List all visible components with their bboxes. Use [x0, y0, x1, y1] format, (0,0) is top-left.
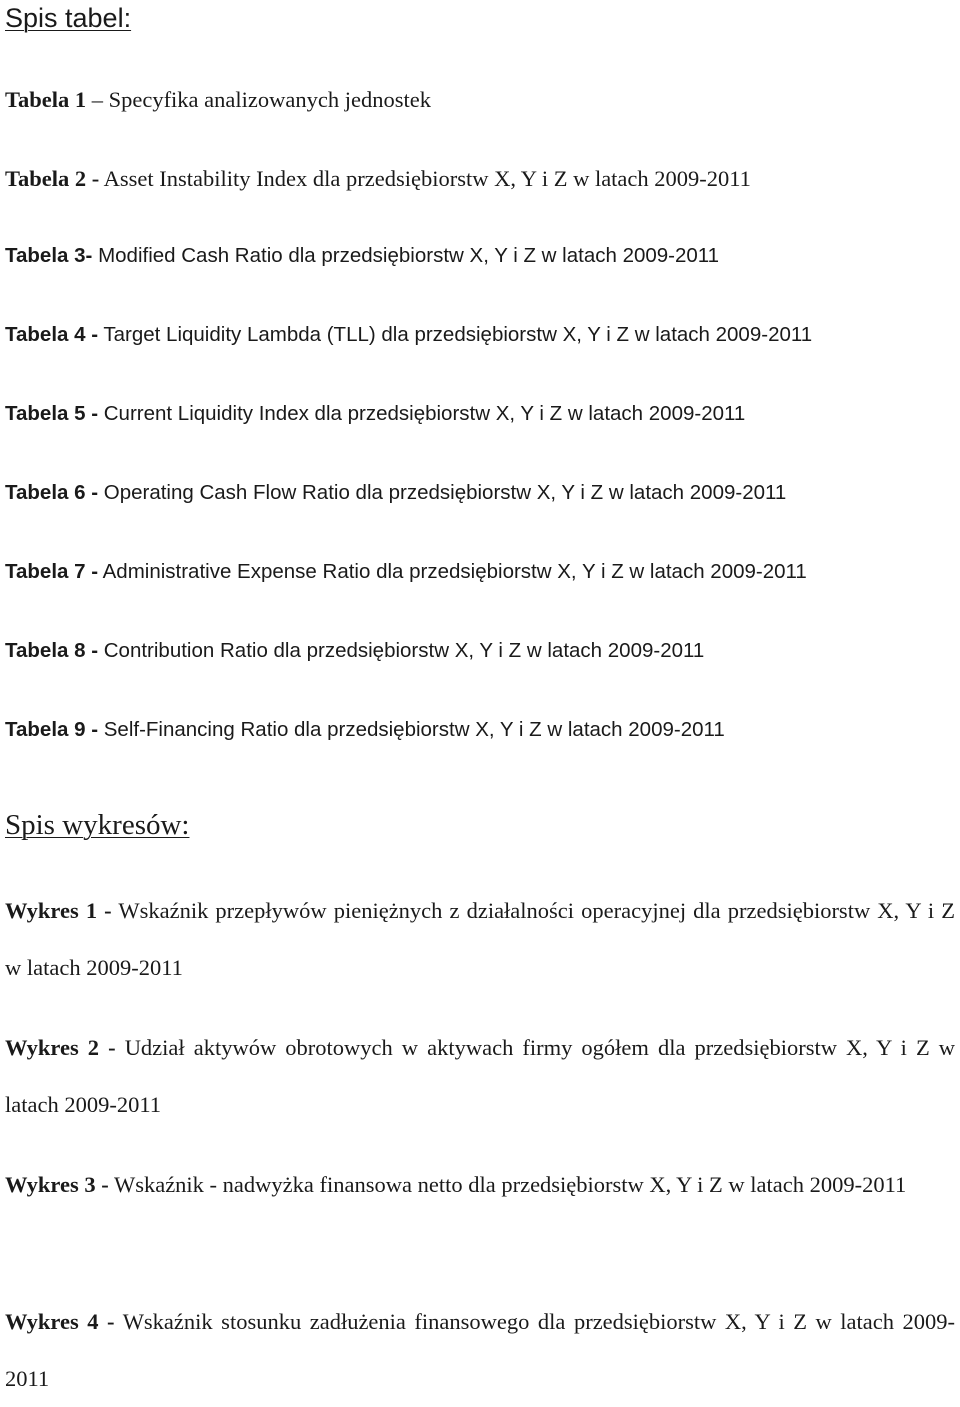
chart-entry-4 [5, 1293, 955, 1407]
table-entry-title: Specyfika analizowanych jednostek [108, 87, 431, 112]
table-entry-title: Contribution Ratio dla przedsiębiorstw X, Y i Z w latach 2009-2011 [103, 639, 705, 662]
table-entry-label: Tabela 7 - [5, 560, 99, 583]
table-entry-title: Asset Instability Index dla przedsiębiorstw X, Y i Z w latach 2009-2011 [103, 166, 751, 191]
table-entry-title: Self-Financing Ratio dla przedsiębiorstw X, Y i Z w latach 2009-2011 [103, 718, 725, 741]
table-entry-label: Tabela 8 - [5, 639, 99, 662]
table-entry-title: Target Liquidity Lambda (TLL) dla przedsiębiorstw X, Y i Z w latach 2009-2011 [103, 323, 813, 346]
tables-list-heading: Spis tabel: [5, 3, 132, 33]
table-entry-title: Modified Cash Ratio dla przedsiębiorstw X, Y i Z w latach 2009-2011 [98, 244, 720, 267]
chart-entry-title: Wskaźnik przepływów pieniężnych z działalności operacyjnej dla przedsiębiorstw X, Y i Z w latach 2009-2011 [5, 898, 955, 980]
table-entry-title: Current Liquidity Index dla przedsiębiorstw X, Y i Z w latach 2009-2011 [103, 402, 746, 425]
table-entry-7 [5, 562, 955, 583]
table-entry-label: Tabela 5 - [5, 402, 99, 425]
chart-entry-label: Wykres 1 - [5, 898, 112, 923]
chart-entry-1 [5, 882, 955, 996]
chart-entry-2 [5, 1019, 955, 1133]
table-entry-separator: – [86, 87, 109, 112]
table-entry-title: Administrative Expense Ratio dla przedsiębiorstw X, Y i Z w latach 2009-2011 [102, 560, 807, 583]
table-entry-4 [5, 325, 955, 346]
table-entry-5 [5, 404, 955, 425]
table-entry-8 [5, 641, 955, 662]
chart-entry-title: Udział aktywów obrotowych w aktywach firmy ogółem dla przedsiębiorstw X, Y i Z w latach 2009-2011 [5, 1035, 955, 1117]
table-entry-label: Tabela 9 - [5, 718, 99, 741]
chart-entry-3 [5, 1156, 955, 1213]
charts-list-heading: Spis wykresów: [5, 809, 190, 841]
chart-entry-separator [116, 1035, 125, 1060]
chart-entry-label: Wykres 2 - [5, 1035, 116, 1060]
chart-entry-label: Wykres 3 - [5, 1172, 109, 1197]
table-entry-label: Tabela 3- [5, 244, 93, 267]
table-entry-3 [5, 246, 955, 267]
table-entry-title: Operating Cash Flow Ratio dla przedsiębiorstw X, Y i Z w latach 2009-2011 [103, 481, 787, 504]
table-entry-label: Tabela 6 - [5, 481, 99, 504]
chart-entry-title: Wskaźnik stosunku zadłużenia finansowego dla przedsiębiorstw X, Y i Z w latach 2009-2011 [5, 1309, 955, 1391]
chart-entry-separator [115, 1309, 123, 1334]
table-entry-label: Tabela 2 - [5, 166, 100, 191]
table-entry-9 [5, 720, 955, 741]
table-entry-2 [5, 168, 955, 191]
table-entry-1 [5, 89, 955, 112]
chart-entry-label: Wykres 4 - [5, 1309, 115, 1334]
chart-entry-title: Wskaźnik - nadwyżka finansowa netto dla przedsiębiorstw X, Y i Z w latach 2009-2011 [113, 1172, 907, 1197]
table-entry-label: Tabela 4 - [5, 323, 99, 346]
table-entry-label: Tabela 1 [5, 87, 87, 112]
table-entry-6 [5, 483, 955, 504]
